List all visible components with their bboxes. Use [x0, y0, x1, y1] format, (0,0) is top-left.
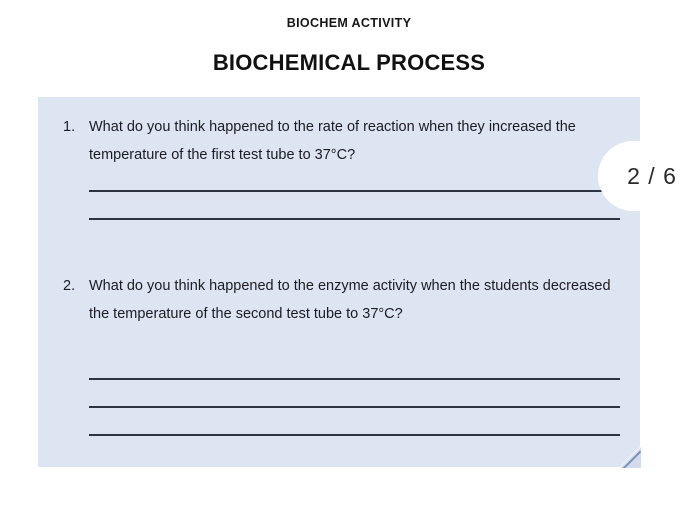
- answer-lines-2[interactable]: [89, 378, 620, 436]
- question-number-1: 1.: [63, 119, 76, 135]
- question-text-2: What do you think happened to the enzyme activity when the students decreased the temperature of the second test tube to 37°C?: [89, 278, 615, 322]
- answer-line[interactable]: [89, 406, 620, 408]
- question-block-1: [63, 113, 623, 169]
- question-row-1: [63, 113, 623, 169]
- answer-line[interactable]: [89, 434, 620, 436]
- page-title: BIOCHEMICAL PROCESS: [212, 50, 486, 75]
- page-indicator-label: 2 / 6: [627, 163, 677, 189]
- answer-line[interactable]: [89, 190, 620, 192]
- question-block-2: [63, 272, 623, 328]
- question-number-2: 2.: [63, 278, 76, 294]
- question-text-1: What do you think happened to the rate of reaction when they increased the temperature of the first test tube to 37°C?: [89, 119, 580, 163]
- worksheet-panel: [38, 97, 640, 467]
- answer-line[interactable]: [89, 218, 620, 220]
- answer-line[interactable]: [89, 378, 620, 380]
- page-corner-fold-icon: [617, 444, 641, 468]
- answer-lines-1[interactable]: [89, 190, 620, 220]
- question-row-2: [63, 272, 623, 328]
- kicker-title: BIOCHEM ACTIVITY: [286, 16, 412, 30]
- page-indicator-badge[interactable]: [598, 141, 698, 211]
